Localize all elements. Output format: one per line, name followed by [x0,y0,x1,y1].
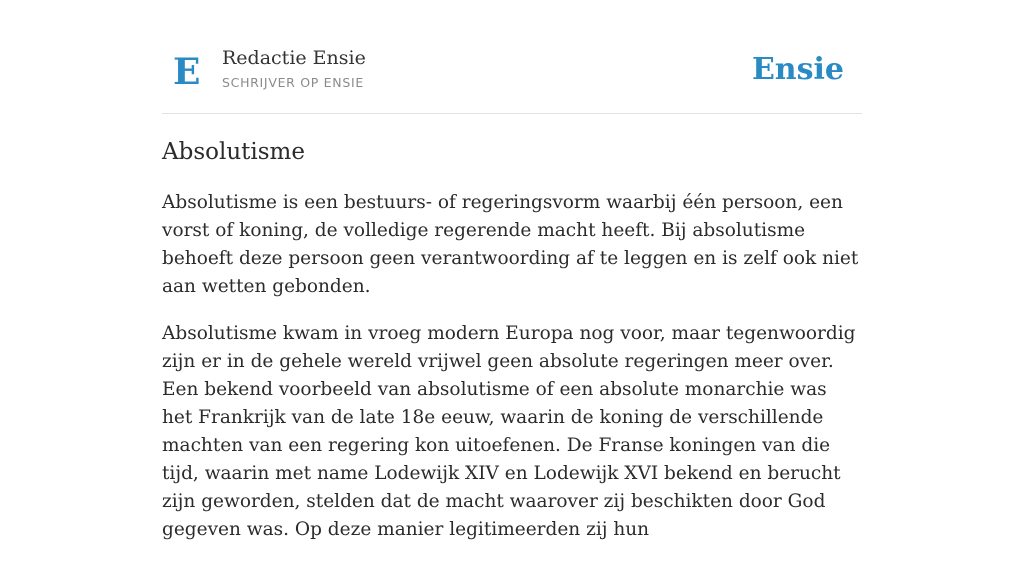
article-body [162,189,862,563]
author-role: SCHRIJVER OP ENSIE [222,75,364,90]
author-name[interactable]: Redactie Ensie [222,47,366,69]
article-paragraph: Absolutisme kwam in vroeg modern Europa nog voor, maar tegenwoordig zijn er in de gehele wereld vrijwel geen absolute regeringen meer over. Een bekend voorbeeld van absolutisme of een absolute monarchie was het Frankrijk van de late 18e eeuw, waarin de koning de verschillende machten van een regering kon uitoefenen. De Franse koningen van die tijd, waarin met name Lodewijk XIV en Lodewijk XVI bekend en berucht zijn geworden, stelden dat de macht waarover zij beschikten door God gegeven was. Op deze manier legitimeerden zij hun [162,323,856,540]
article-page [162,0,862,540]
author-header [162,0,862,114]
article-paragraph: Absolutisme is een bestuurs- of regeringsvorm waarbij één persoon, een vorst of koning, de volledige regerende macht heeft. Bij absolutisme behoeft deze persoon geen verantwoording af te leggen en is zelf ook niet aan wetten gebonden. [162,192,859,297]
author-avatar[interactable]: E [173,51,201,93]
ensie-logo[interactable]: Ensie [751,52,844,87]
article-title: Absolutisme [162,139,305,165]
